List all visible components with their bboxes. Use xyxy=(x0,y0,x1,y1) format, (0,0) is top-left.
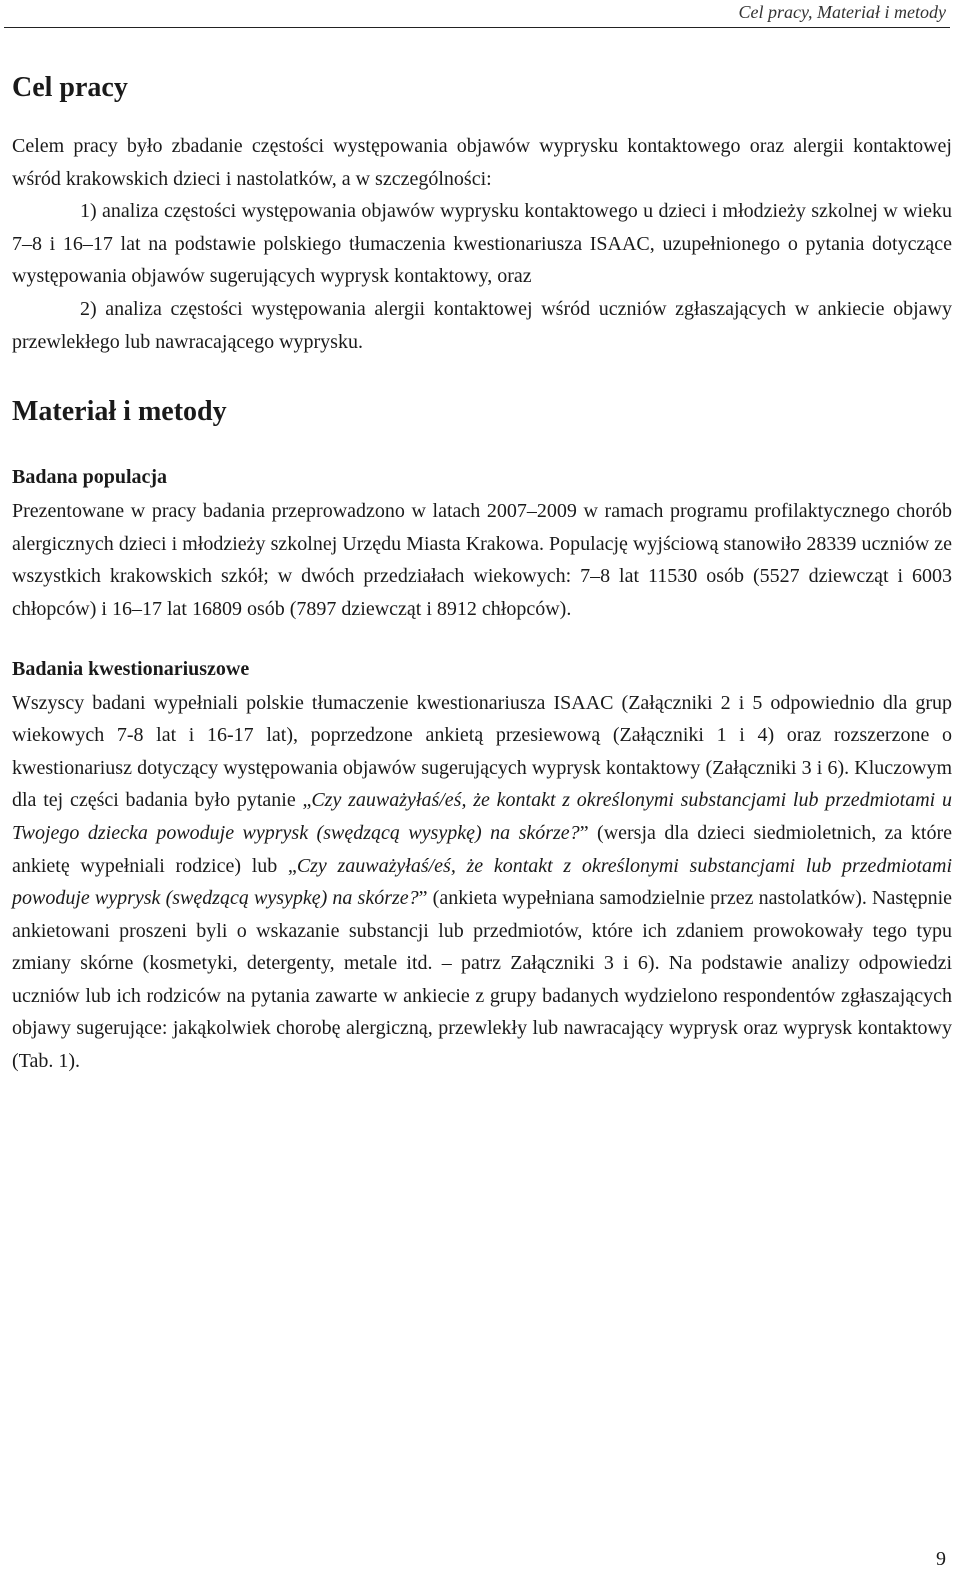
section-title-material-i-metody: Materiał i metody xyxy=(12,396,227,428)
page-number: 9 xyxy=(936,1548,946,1570)
spacer xyxy=(12,110,952,130)
list-item-1: 1) analiza częstości występowania objawów wyprysku kontaktowego u dzieci i młodzieży szkolnej w wieku 7–8 i 16–17 lat na podstawie polskiego tłumaczenia kwestionariusza ISAAC, uzupełnionego o pytania dotyczące występowania objawów sugerujących wyprysk kontaktowy, oraz xyxy=(12,200,952,288)
paragraph-intro: Celem pracy było zbadanie częstości występowania objawów wyprysku kontaktowego oraz alergii kontaktowej wśród krakowskich dzieci i nastolatków, a w szczególności: xyxy=(12,135,952,190)
text-segment: ” (ankieta wypełniana samodzielnie przez nastolatków). Następnie ankietowani proszeni byli o wskazanie substancji lub przedmiotów, które ich zdaniem prowokowały tego typu zmiany skórne (kosmetyki, detergenty, metale itd. – patrz Załączniki 3 i 6). Na podstawie analizy odpowiedzi uczniów lub ich rodziców na pytania zawarte w ankiecie z grupy badanych wydzielono respondentów zgłaszających objawy sugerujące: jakąkolwiek chorobę alergiczną, przewlekły lub nawracający wyprysk oraz wyprysk kontaktowy (Tab. 1). xyxy=(12,887,952,1073)
text-segment: Wszyscy badani wypełniali polskie tłumaczenie kwestionariusza ISAAC (Załączniki 2 i 5 odpowiednio dla grup wiekowych 7-8 lat i 16-17 lat), poprzedzone ankietą przesiewową (Załączniki 1 i 4) oraz rozszerzone o kwestionariusz dotyczący występowania objawów sugerujących wyprysk kontaktowy (Załączniki 3 i 6). Kluczowym dla tej części badania było pytanie „ xyxy=(12,691,952,812)
subsection-title-badana-populacja: Badana populacja xyxy=(12,466,168,489)
paragraph-badana-populacja: Prezentowane w pracy badania przeprowadzono w latach 2007–2009 w ramach programu profilaktycznego chorób alergicznych dzieci i młodzieży szkolnej Urzędu Miasta Krakowa. Populację wyjściową stanowiło 28339 uczniów ze wszystkich krakowskich szkół; w dwóch przedziałach wiekowych: 7–8 lat 11530 osób (5527 dziewcząt i 6003 chłopców) i 16–17 lat 16809 osób (7897 dziewcząt i 8912 chłopców). xyxy=(12,500,952,620)
paragraph-badania-kwestionariuszowe xyxy=(12,687,952,1078)
text-segment: ” (wersja dla dzieci siedmioletnich, za które ankietę wypełniali rodzice) lub „ xyxy=(12,821,952,877)
question-teens: Czy zauważyłaś/eś, że kontakt z określonymi substancjami lub przedmiotami powoduje wyprysk (swędzącą wysypkę) na skórze? xyxy=(12,854,952,910)
running-header: Cel pracy, Materiał i metody xyxy=(738,2,946,22)
list-item-2: 2) analiza częstości występowania alergii kontaktowej wśród uczniów zgłaszających w ankiecie objawy przewlekłego lub nawracającego wyprysku. xyxy=(12,297,952,353)
header-rule xyxy=(4,27,950,28)
subsection-title-badania-kwestionariuszowe: Badania kwestionariuszowe xyxy=(12,657,250,680)
section-materialy-i-metody xyxy=(12,390,952,1078)
page-content xyxy=(12,66,952,1078)
section-title-cel-pracy: Cel pracy xyxy=(12,72,128,103)
question-parents: Czy zauważyłaś/eś, że kontakt z określonymi substancjami lub przedmiotami u Twojego dziecka powoduje wyprysk (swędzącą wysypkę) na skórze? xyxy=(12,789,952,844)
